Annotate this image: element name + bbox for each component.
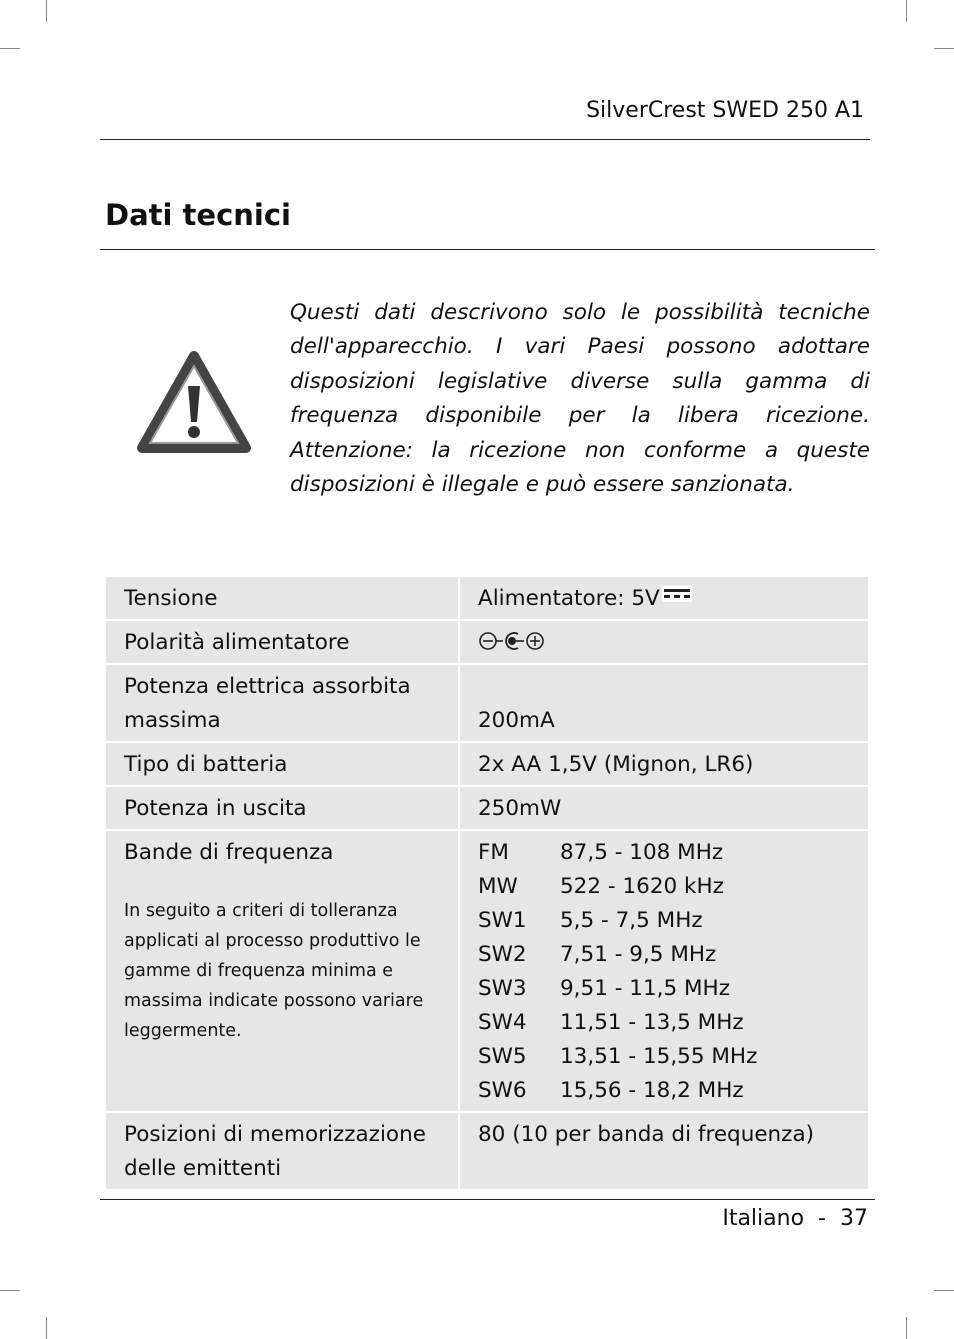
spec-table [104,575,870,1191]
spec-value: 200mA [459,664,869,742]
tolerance-note: In seguito a criteri di tolleranza applicati al processo produttivo le gamme di frequenza minima e massima indicate possono variare leggermente. [124,901,424,1041]
warning-triangle-icon [136,350,252,454]
spec-value: 2x AA 1,5V (Mignon, LR6) [459,742,869,786]
spec-label [105,1112,459,1190]
band-row [478,1006,856,1040]
crop-mark [46,0,47,22]
crop-mark [934,48,954,49]
crop-mark [906,0,907,22]
page-title: Dati tecnici [105,198,291,232]
spec-value [459,576,869,620]
spec-label: Potenza in uscita [105,786,459,830]
band-code: SW5 [478,1044,527,1069]
spec-label-line: Potenza elettrica assorbita [124,674,411,699]
crop-mark [906,1317,907,1339]
footer-language: Italiano [722,1206,805,1231]
band-code: MW [478,874,518,899]
band-row [478,870,856,904]
band-row [478,836,856,870]
spec-value: 250mW [459,786,869,830]
spec-label: Polarità alimentatore [105,620,459,664]
table-row [105,620,869,664]
table-row [105,664,869,742]
title-rule [100,249,875,250]
table-row [105,1112,869,1190]
footer [722,1206,868,1231]
polarity-minus-center-plus-icon [478,629,550,653]
spec-label: Tipo di batteria [105,742,459,786]
band-row [478,904,856,938]
crop-mark [0,1290,20,1291]
band-code: SW6 [478,1078,527,1103]
spec-label-line: Posizioni di memorizzazione [124,1122,426,1147]
table-row [105,576,869,620]
band-code: SW2 [478,942,527,967]
spec-label-text: Bande di frequenza [124,840,334,865]
band-code: FM [478,840,509,865]
band-row [478,1040,856,1074]
spec-value [459,620,869,664]
spec-label: Tensione [105,576,459,620]
spec-value: 80 (10 per banda di frequenza) [459,1112,869,1190]
footer-separator: - [818,1206,826,1231]
band-range: 7,51 - 9,5 MHz [560,942,717,967]
band-range: 15,56 - 18,2 MHz [560,1078,744,1103]
table-row [105,742,869,786]
band-row [478,938,856,972]
spec-label-line: massima [124,708,221,733]
spec-label [105,830,459,1112]
band-range: 13,51 - 15,55 MHz [560,1044,758,1069]
crop-mark [934,1290,954,1291]
header-product: SilverCrest SWED 250 A1 [586,98,864,123]
dc-current-icon [662,586,692,602]
table-row [105,786,869,830]
band-code: SW3 [478,976,527,1001]
spec-label-line: delle emittenti [124,1156,282,1181]
band-code: SW4 [478,1010,527,1035]
spec-value-text: Alimentatore: 5V [478,586,660,611]
table-row [105,830,869,1112]
band-range: 9,51 - 11,5 MHz [560,976,731,1001]
band-row [478,1074,856,1108]
crop-mark [46,1317,47,1339]
band-range: 87,5 - 108 MHz [560,840,724,865]
warning-note: Questi dati descrivono solo le possibilità tecniche dell'apparecchio. I vari Paesi possono adottare disposizioni legislative diverse sulla gamma di frequenza disponibile per la libera ricezione. Attenzione: la ricezione non conforme a queste disposizioni è illegale e può essere sanzionata. [290,300,870,498]
band-range: 5,5 - 7,5 MHz [560,908,703,933]
header-rule [100,139,870,140]
band-code: SW1 [478,908,527,933]
band-range: 522 - 1620 kHz [560,874,724,899]
spec-label [105,664,459,742]
page-number: 37 [840,1206,868,1231]
band-range: 11,51 - 13,5 MHz [560,1010,744,1035]
footer-rule [100,1199,875,1200]
band-row [478,972,856,1006]
frequency-band-list [459,830,869,1112]
crop-mark [0,48,20,49]
